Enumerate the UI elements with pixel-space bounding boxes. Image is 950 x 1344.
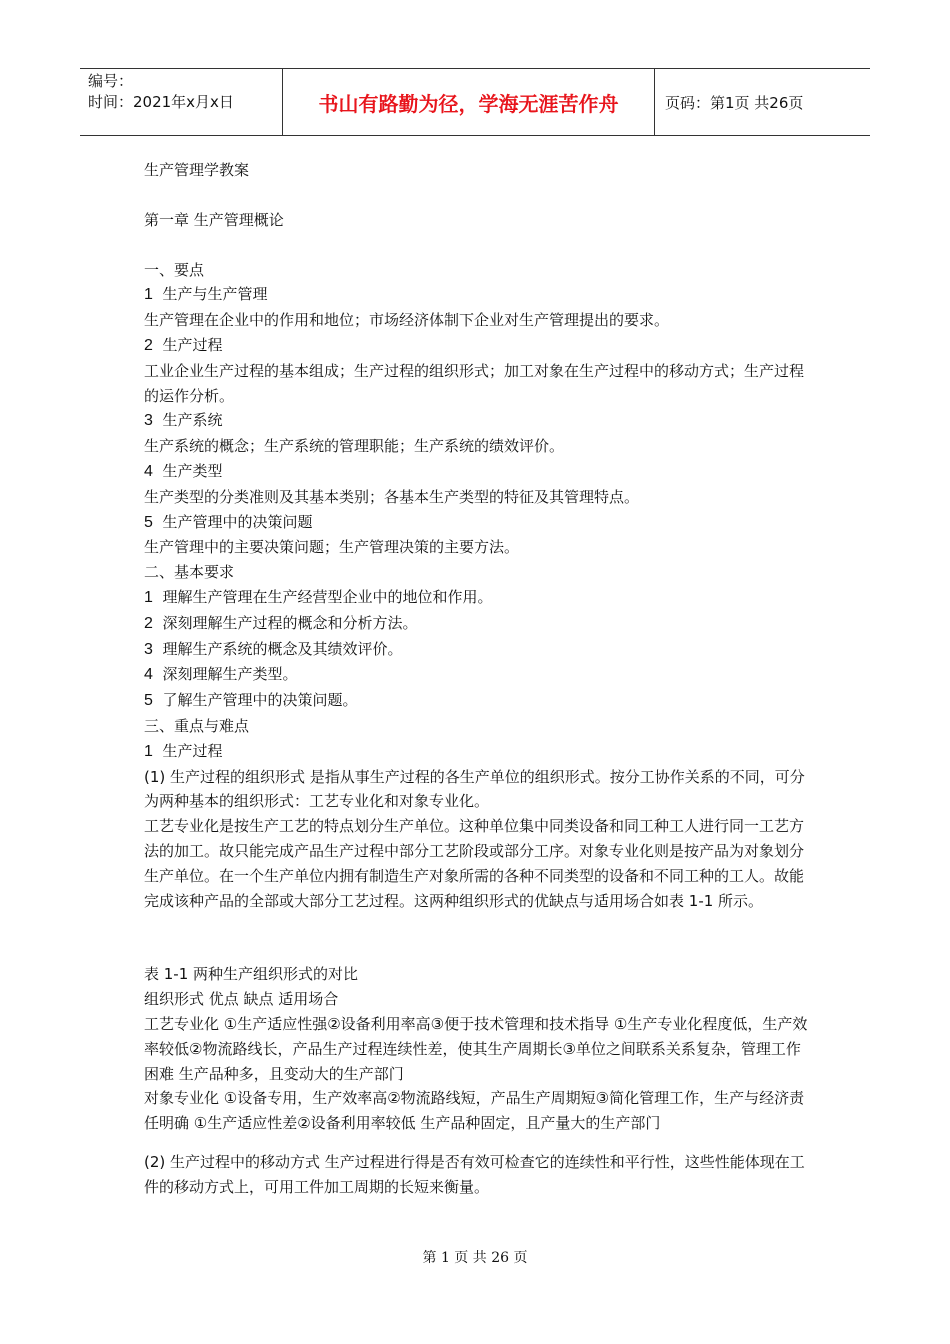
table-row: 工艺专业化 ①生产适应性强②设备利用率高③便于技术管理和技术指导 ①生产专业化程度低，生产效率较低②物流路线长，产品生产过程连续性差，使其生产周期长③单位之间联系关系复杂，管理工作困难 生产品种多，且变动大的生产部门 [144, 1014, 808, 1083]
list-item: 1 理解生产管理在生产经营型企业中的地位和作用。 [144, 587, 493, 606]
subsection-body: 生产类型的分类准则及其基本类别；各基本生产类型的特征及其管理特点。 [144, 487, 640, 506]
document-body [144, 158, 812, 1199]
paragraph: (2) 生产过程中的移动方式 生产过程进行得是否有效可检查它的连续性和平行性，这些性能体现在工件的移动方式上，可用工件加工周期的长短来衡量。 [144, 1152, 805, 1196]
footer-page-number: 第 1 页 共 26 页 [422, 1250, 528, 1266]
number-label: 编号： [88, 72, 134, 90]
header-left-cell [80, 69, 283, 135]
section-heading: 一、要点 [144, 260, 205, 279]
subsection-body: 生产系统的概念；生产系统的管理职能；生产系统的绩效评价。 [144, 437, 565, 456]
subsection-body: 生产管理中的主要决策问题；生产管理决策的主要方法。 [144, 538, 520, 557]
subsection-title: 3 生产系统 [144, 411, 223, 430]
list-item: 3 理解生产系统的概念及其绩效评价。 [144, 639, 403, 658]
table-title: 表 1-1 两种生产组织形式的对比 [144, 965, 359, 984]
subsection-title: 1 生产过程 [144, 741, 223, 760]
list-item: 5 了解生产管理中的决策问题。 [144, 691, 358, 710]
section-heading: 三、重点与难点 [144, 716, 250, 735]
chapter-title: 第一章 生产管理概论 [144, 210, 284, 229]
subsection-body: 工业企业生产过程的基本组成；生产过程的组织形式；加工对象在生产过程中的移动方式；生产过程的运作分析。 [144, 361, 805, 405]
section-heading: 二、基本要求 [144, 563, 235, 582]
date-label: 时间：2021年x月x日 [88, 93, 234, 111]
header-right-cell [655, 69, 870, 135]
subsection-title: 4 生产类型 [144, 461, 223, 480]
paragraph: 工艺专业化是按生产工艺的特点划分生产单位。这种单位集中同类设备和同工种工人进行同一工艺方法的加工。故只能完成产品生产过程中部分工艺阶段或部分工序。对象专业化则是按产品为对象划分生产单位。在一个生产单位内拥有制造生产对象所需的各种不同类型的设备和不同工种的工人。故能完成该种产品的全部或大部分工艺过程。这两种组织形式的优缺点与适用场合如表 1-1 所示。 [144, 817, 805, 910]
subsection-title: 1 生产与生产管理 [144, 285, 268, 304]
page-footer [0, 1247, 950, 1267]
subsection-title: 5 生产管理中的决策问题 [144, 512, 313, 531]
table-row: 对象专业化 ①设备专用，生产效率高②物流路线短，产品生产周期短③简化管理工作，生产与经济责任明确 ①生产适应性差②设备利用率较低 生产品种固定，且产量大的生产部门 [144, 1089, 805, 1133]
list-item: 4 深刻理解生产类型。 [144, 665, 298, 684]
subsection-body: 生产管理在企业中的作用和地位；市场经济体制下企业对生产管理提出的要求。 [144, 311, 670, 330]
page-header [80, 68, 870, 136]
list-item: 2 深刻理解生产过程的概念和分析方法。 [144, 613, 418, 632]
page-label: 页码：第1页 共26页 [665, 93, 804, 112]
subsection-title: 2 生产过程 [144, 335, 223, 354]
header-motto-cell [283, 69, 655, 135]
motto-text: 书山有路勤为径，学海无涯苦作舟 [318, 91, 619, 116]
doc-title: 生产管理学教案 [144, 161, 250, 179]
paragraph: (1) 生产过程的组织形式 是指从事生产过程的各生产单位的组织形式。按分工协作关系的不同，可分为两种基本的组织形式：工艺专业化和对象专业化。 [144, 767, 805, 811]
table-header: 组织形式 优点 缺点 适用场合 [144, 990, 339, 1009]
